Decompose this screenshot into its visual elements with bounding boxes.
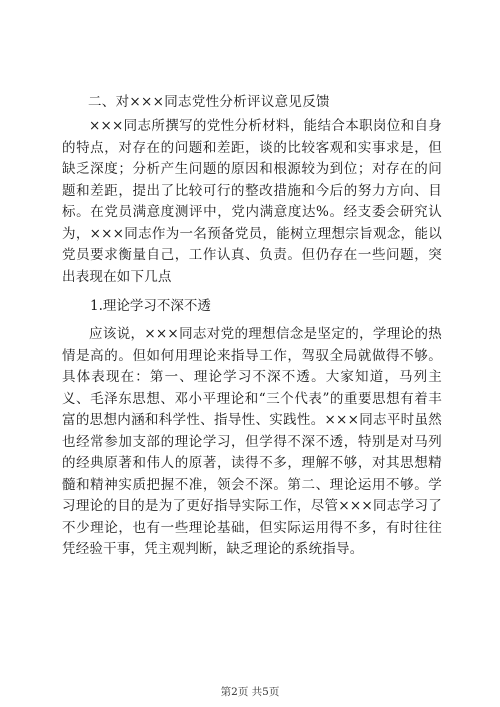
page-number-footer: 第2页 共5页 xyxy=(220,686,280,698)
paragraph-evaluation: ×××同志所撰写的党性分析材料，能结合本职岗位和自身的特点，对存在的问题和差距，谈的比较客观和实事求是，但缺乏深度；分析产生问题的原因和根源较为到位；对存在的问题和差距，提出了比较可行的整改措施和今后的努力方向、目标。在党员满意度测评中，党内满意度达%。经支委会研究认为，×××同志作为一名预备党员，能树立理想宗旨观念，能以党员要求衡量自己，工作认真、负责。但仍存在一些问题，突出表现在如下几点 xyxy=(62,118,442,285)
section-heading: 二、对×××同志党性分析评议意见反馈 xyxy=(88,94,330,110)
paragraph-theory-study: 应该说，×××同志对党的理想信念是坚定的，学理论的热情是高的。但如何用理论来指导工作，驾驭全局就做得不够。具体表现在：第一、理论学习不深不透。大家知道，马列主义、毛泽东思想、邓小平理论和“三个代表”的重要思想有着丰富的思想内涵和科学性、指导性、实践性。×××同志平时虽然也经常参加支部的理论学习，但学得不深不透，特别是对马列的经典原著和伟人的原著，读得不多，理解不够，对其思想精髓和精神实质把握不准，领会不深。第二、理论运用不够。学习理论的目的是为了更好指导实际工作，尽管×××同志学习了不少理论，也有一些理论基础，但实际运用得不多，有时往往凭经验干事，凭主观判断，缺乏理论的系统指导。 xyxy=(62,326,442,557)
document-body xyxy=(62,92,442,561)
subsection-heading: 1.理论学习不深不透 xyxy=(90,298,211,314)
